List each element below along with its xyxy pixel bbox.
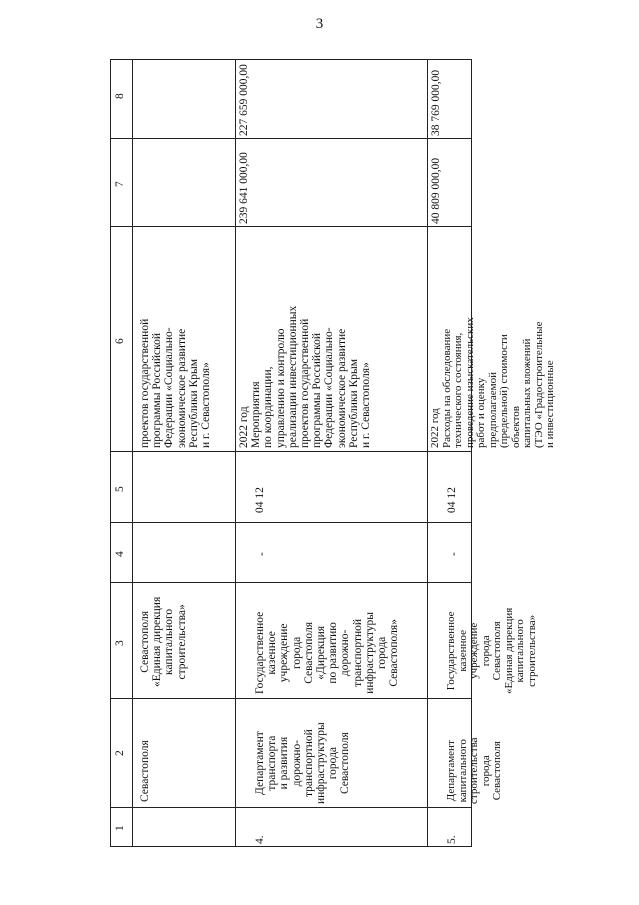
continuation-col6: проектов государственной программы Российской Федерации «Социально- экономическое развитие Республики Крым и г. Севастополя»	[139, 318, 213, 448]
table-line	[111, 698, 471, 699]
header-col-7: 7	[114, 181, 126, 187]
header-col-4: 4	[114, 551, 126, 557]
row4-department: Департамент транспорта и развития дорожно- транспортной инфраструктуры города Севастополя	[254, 722, 352, 804]
table-line	[111, 522, 471, 523]
continuation-col2: Севастополя	[139, 740, 151, 802]
table-line	[111, 807, 471, 808]
continuation-col3: Севастополя «Единая дирекция капитального строительства»	[139, 596, 188, 687]
row4-col6: 2022 год Мероприятия по координации, управлению и контролю реализации инвестиционных проектов государственной программы Российской Федерации «Социально- экономическое развитие Республики Крым и г. Севастополя»	[238, 305, 373, 448]
table-line	[111, 451, 471, 452]
budget-table	[110, 59, 556, 847]
row4-col4: -	[256, 552, 268, 556]
row4-number: 4.	[254, 835, 266, 844]
table-line	[111, 582, 471, 583]
row4-col8: 227 659 000,00	[238, 64, 250, 136]
header-col-2: 2	[114, 750, 126, 756]
row5-number: 5.	[446, 835, 458, 844]
row5-col8: 38 769 000,00	[430, 69, 442, 136]
row5-col5: 04 12	[446, 487, 458, 513]
header-col-8: 8	[114, 93, 126, 99]
row4-col5: 04 12	[254, 487, 266, 513]
row5-col6: 2022 год Расходы на обследование технического состояния, проведение изыскательских работ и оценку предполагаемой (предельной) стоимости объектов капитальных вложений (ТЭО «Градостроительные и инвестиционные	[429, 317, 556, 448]
page-number: 3	[315, 16, 324, 32]
table-line	[427, 60, 428, 846]
row5-institution: Государственное казенное учреждение города Севастополя «Единая дирекция капитального строительства»	[445, 607, 538, 694]
table-line	[132, 60, 133, 846]
row5-col7: 40 809 000,00	[430, 157, 442, 224]
row5-department: Департамент капитального строительства города Севастополя	[445, 737, 503, 804]
table-line	[235, 60, 236, 846]
row4-institution: Государственное казенное учреждение города Севастополя «Дирекция по развитию дорожно- транспортной инфраструктуры города Севастополя»	[254, 611, 401, 694]
header-col-1: 1	[114, 825, 126, 831]
header-col-3: 3	[114, 640, 126, 646]
header-col-5: 5	[114, 486, 126, 492]
table-line	[111, 138, 471, 139]
header-col-6: 6	[114, 338, 126, 344]
row5-col4: -	[448, 552, 460, 556]
table-line	[111, 226, 471, 227]
row4-col7: 239 641 000,00	[238, 152, 250, 224]
